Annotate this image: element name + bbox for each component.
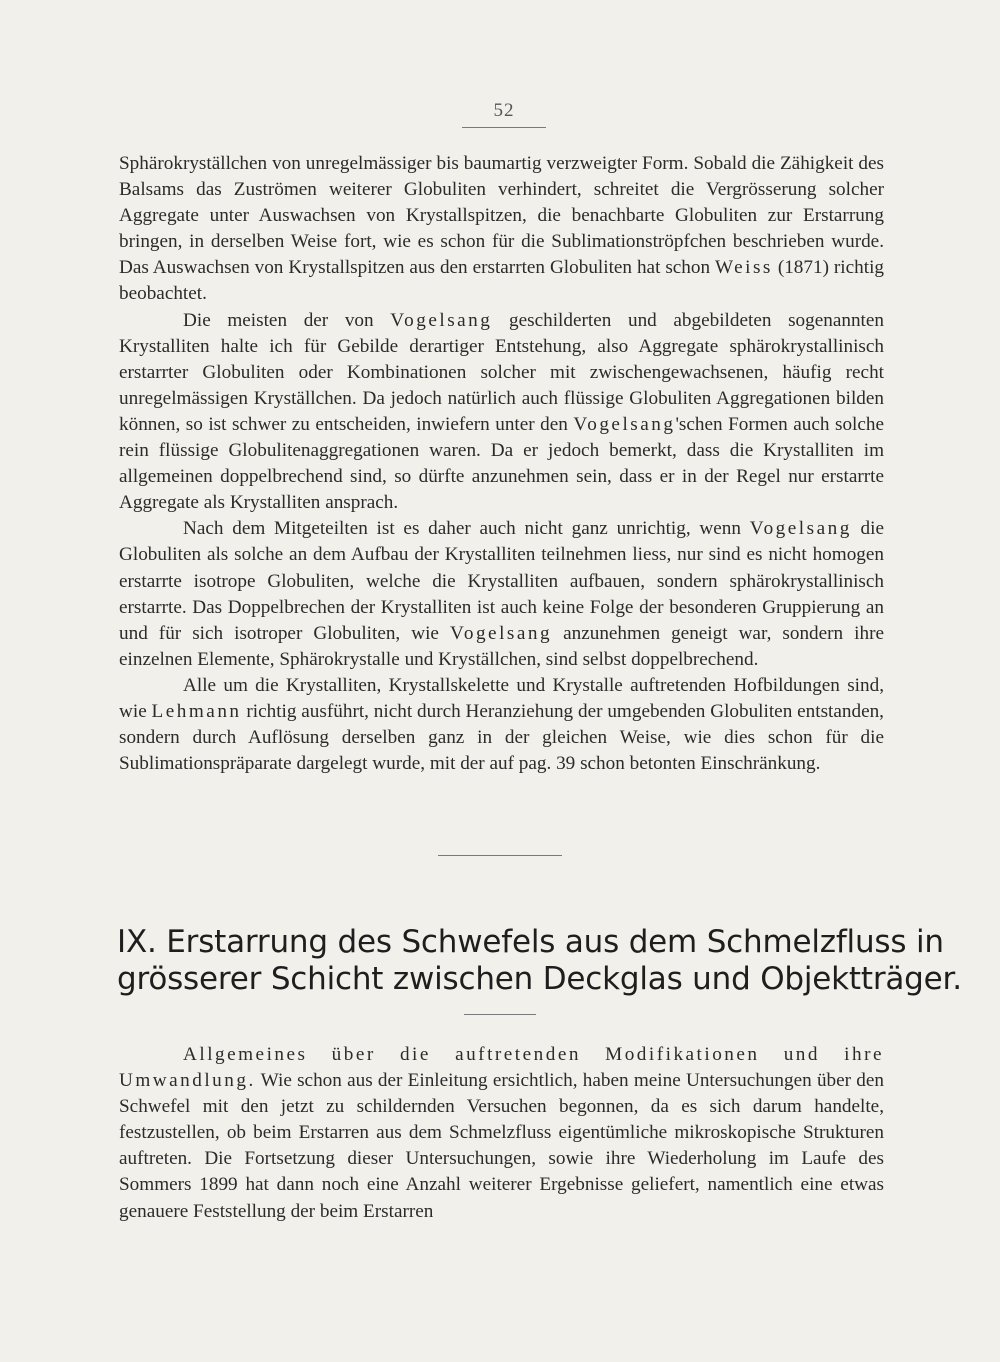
paragraph: Allgemeines über die auftretenden Modifikationen und ihre Umwandlung. Wie schon aus der Einleitung ersichtlich, haben meine Untersuchungen über den Schwefel mit den jetzt zu schildernden Versuchen begonnen, da es sich darum handelte, festzustellen, ob beim Erstarren aus dem Schmelzfluss eigentümliche mikroskopische Strukturen auftreten. Die Fortsetzung dieser Untersuchungen, sowie ihre Wiederholung im Laufe des Sommers 1899 hat dann noch eine Anzahl weiterer Ergebnisse geliefert, namentlich eine etwas genauere Feststellung der beim Erstarren [119, 1044, 884, 1222]
author-name: Weiss [715, 257, 773, 279]
section-divider [438, 855, 562, 856]
paragraph-lead: Allgemeines über die auftretenden Modifikationen und ihre Umwandlung. [119, 1044, 884, 1092]
paragraph: Alle um die Krystalliten, Krystallskelette und Krystalle auftretenden Hofbildungen sind, wie Lehmann richtig ausführt, nicht durch Heranziehung der umgebenden Globuliten entstanden, sondern durch Auflösung derselben ganz in der gleichen Weise, wie dies schon für die Sublimationspräparate dargelegt wurde, mit der auf pag. 39 schon betonten Einschränkung. [119, 674, 884, 775]
body-text [119, 151, 884, 777]
paragraph: Sphärokryställchen von unregelmässiger bis baumartig verzweigter Form. Sobald die Zähigkeit des Balsams das Zuströmen weiterer Globuliten verhindert, schreitet die Vergrösserung solcher Aggregate unter Auswachsen von Krystallspitzen, die benachbarte Globuliten zur Erstarrung bringen, in derselben Weise fort, wie es schon für die Sublimationströpfchen beschrieben wurde. Das Auswachsen von Krystallspitzen aus den erstarrten Globuliten hat schon Weiss (1871) richtig beobachtet. [119, 153, 884, 305]
author-name: Vogelsang [749, 518, 852, 540]
heading-rule [464, 1014, 536, 1015]
section-heading [117, 924, 962, 998]
page-number: 52 [493, 100, 515, 121]
author-name: Lehmann [151, 700, 242, 722]
page-number-rule [462, 127, 546, 128]
author-name: Vogelsang [573, 413, 676, 435]
section-heading-line: IX. Erstarrung des Schwefels aus dem Schmelzfluss in [117, 924, 944, 960]
paragraph: Die meisten der von Vogelsang geschilderten und abgebildeten sogenannten Krystalliten halte ich für Gebilde derartiger Entstehung, also Aggregate sphärokrystallinisch erstarrter Globuliten oder Kombinationen solcher mit zwischengewachsenen, häufig recht unregelmässigen Kryställchen. Da jedoch natürlich auch flüssige Globuliten Aggregationen bilden können, so ist schwer zu entscheiden, inwiefern unter den Vogelsang'schen Formen auch solche rein flüssige Globulitenaggregationen waren. Da er jedoch bemerkt, dass die Krystalliten im allgemeinen doppelbrechend sind, so dürfte anzunehmen sein, dass er in der Regel nur erstarrte Aggregate als Krystalliten ansprach. [119, 309, 884, 514]
author-name: Vogelsang [449, 622, 553, 644]
author-name: Vogelsang [390, 309, 493, 331]
section-body-text [119, 1042, 884, 1225]
paragraph: Nach dem Mitgeteilten ist es daher auch nicht ganz unrichtig, wenn Vogelsang die Globuliten als solche an dem Aufbau der Krystalliten teilnehmen liess, nur sind es nicht homogen erstarrte isotrope Globuliten, welche die Krystalliten aufbauen, sondern sphärokrystallinisch erstarrte. Das Doppelbrechen der Krystalliten ist auch keine Folge der besonderen Gruppierung an und für sich isotroper Globuliten, wie Vogelsang anzunehmen geneigt war, sondern ihre einzelnen Elemente, Sphärokrystalle und Kryställchen, sind selbst doppelbrechend. [119, 518, 884, 670]
section-heading-line: grösserer Schicht zwischen Deckglas und Objektträger. [117, 961, 962, 997]
